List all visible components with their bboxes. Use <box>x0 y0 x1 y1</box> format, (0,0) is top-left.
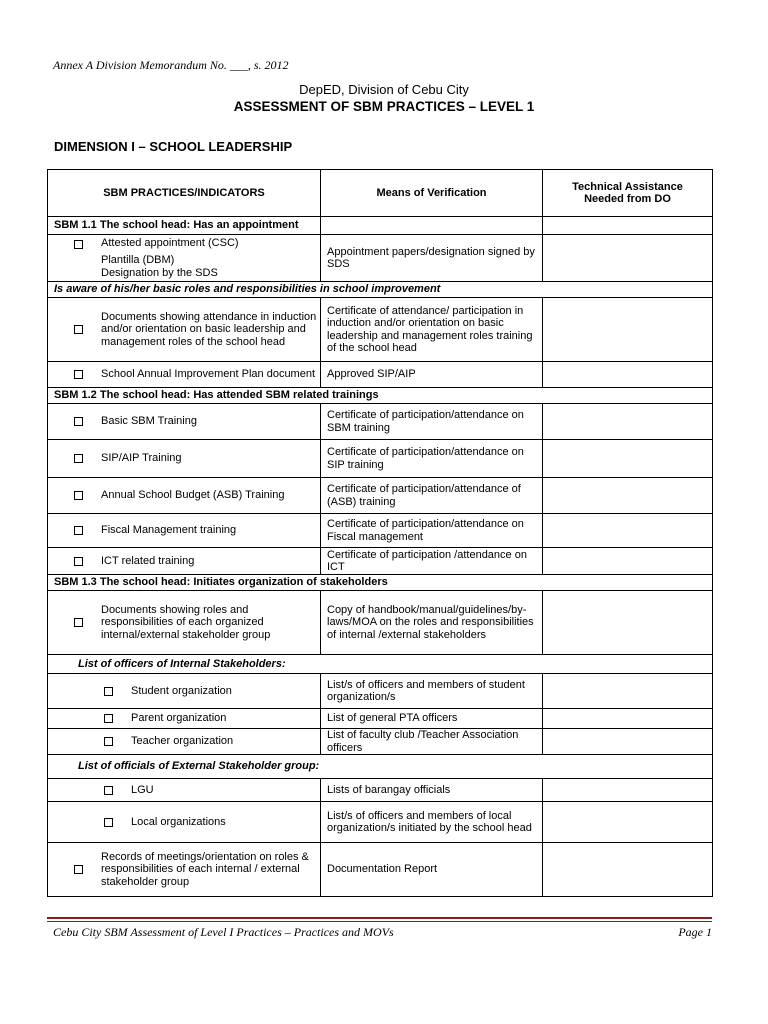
assessment-table <box>47 169 713 897</box>
indicator-text: Records of meetings/orientation on roles & responsibilities of each internal / external stakeholder group <box>101 850 309 888</box>
checkbox[interactable] <box>74 240 83 249</box>
indicator-item <box>48 712 320 725</box>
indicator-text: Plantilla (DBM) <box>101 254 175 267</box>
table-row <box>48 235 713 282</box>
means-of-verification: Certificate of participation /attendance on ICT <box>321 548 543 575</box>
indicator-item <box>48 524 320 537</box>
indicator-item <box>48 237 320 280</box>
indicator-item <box>48 452 320 465</box>
subsection-row <box>48 755 713 779</box>
section-label: SBM 1.1 The school head: Has an appointment <box>48 217 321 235</box>
section-label: SBM 1.2 The school head: Has attended SBM related trainings <box>48 388 713 404</box>
indicator-text: Documents showing roles and responsibilities of each organized internal/external stakeholder group <box>101 603 271 641</box>
technical-assistance-cell <box>543 362 713 388</box>
checkbox[interactable] <box>74 557 83 566</box>
checkbox[interactable] <box>74 370 83 379</box>
indicator-item <box>48 604 320 642</box>
means-of-verification: Certificate of attendance/ participation in induction and/or orientation on basic leadership and management roles training of the school head <box>321 298 543 362</box>
means-of-verification: List of general PTA officers <box>321 709 543 729</box>
table-row <box>48 514 713 548</box>
checkbox[interactable] <box>74 454 83 463</box>
technical-assistance-cell <box>543 235 713 282</box>
indicator-item <box>48 415 320 428</box>
means-of-verification: Certificate of participation/attendance of (ASB) training <box>321 478 543 514</box>
means-of-verification: Appointment papers/designation signed by SDS <box>321 235 543 282</box>
checkbox[interactable] <box>74 526 83 535</box>
technical-assistance-cell <box>543 514 713 548</box>
section-row-sbm-1-3 <box>48 575 713 591</box>
column-header-practices: SBM PRACTICES/INDICATORS <box>48 170 321 217</box>
means-of-verification: Documentation Report <box>321 843 543 897</box>
footer-rule-thin <box>47 921 712 922</box>
column-header-means: Means of Verification <box>321 170 543 217</box>
indicator-item <box>48 851 320 889</box>
indicator-item <box>48 685 320 698</box>
indicator-text: Parent organization <box>131 712 227 725</box>
subsection-label: Is aware of his/her basic roles and responsibilities in school improvement <box>48 282 713 298</box>
subsection-row <box>48 282 713 298</box>
indicator-item <box>48 311 320 349</box>
footer-rule <box>47 917 712 919</box>
technical-assistance-cell <box>543 802 713 843</box>
technical-assistance-cell <box>543 440 713 478</box>
indicator-text: LGU <box>131 783 154 796</box>
checkbox[interactable] <box>104 737 113 746</box>
table-row <box>48 362 713 388</box>
technical-assistance-cell <box>543 709 713 729</box>
table-row <box>48 548 713 575</box>
indicator-text: Basic SBM Training <box>101 415 197 428</box>
indicator-text: SIP/AIP Training <box>101 452 182 465</box>
checkbox[interactable] <box>74 618 83 627</box>
indicator-text: Local organizations <box>131 815 226 828</box>
indicator-text: Attested appointment (CSC) <box>101 236 239 249</box>
ta-header-line1: Technical Assistance <box>572 180 683 193</box>
technical-assistance-cell <box>543 298 713 362</box>
technical-assistance-cell <box>543 478 713 514</box>
table-row <box>48 729 713 755</box>
footer-title: Cebu City SBM Assessment of Level I Practices – Practices and MOVs <box>53 925 394 939</box>
technical-assistance-cell <box>543 548 713 575</box>
indicator-text: ICT related training <box>101 554 195 567</box>
indicator-text: Student organization <box>131 684 232 697</box>
table-row <box>48 843 713 897</box>
indicator-item <box>48 489 320 502</box>
table-row <box>48 478 713 514</box>
means-of-verification: Certificate of participation/attendance on SIP training <box>321 440 543 478</box>
means-of-verification: List/s of officers and members of local organization/s initiated by the school head <box>321 802 543 843</box>
means-of-verification: List/s of officers and members of student organization/s <box>321 674 543 709</box>
technical-assistance-cell <box>543 843 713 897</box>
indicator-text: Fiscal Management training <box>101 524 237 537</box>
section-label: SBM 1.3 The school head: Initiates organization of stakeholders <box>48 575 713 591</box>
column-header-technical-assistance <box>543 170 713 217</box>
indicator-text: Teacher organization <box>131 735 234 748</box>
ta-header-line2: Needed from DO <box>584 193 671 205</box>
indicator-text: Documents showing attendance in induction and/or orientation on basic leadership and management roles of the school head <box>101 310 317 348</box>
means-of-verification: Certificate of participation/attendance on Fiscal management <box>321 514 543 548</box>
section-row-sbm-1-2 <box>48 388 713 404</box>
indicator-item <box>48 368 320 381</box>
means-of-verification: Copy of handbook/manual/guidelines/by-laws/MOA on the roles and responsibilities of internal /external stakeholders <box>321 591 543 655</box>
table-header-row <box>48 170 713 217</box>
checkbox[interactable] <box>74 491 83 500</box>
indicator-text: Designation by the SDS <box>101 266 218 279</box>
table-row <box>48 298 713 362</box>
subsection-label: List of officials of External Stakeholder group: <box>48 755 713 779</box>
checkbox[interactable] <box>104 714 113 723</box>
means-of-verification: Certificate of participation/attendance on SBM training <box>321 404 543 440</box>
table-row <box>48 674 713 709</box>
checkbox[interactable] <box>104 786 113 795</box>
section-row-sbm-1-1 <box>48 217 713 235</box>
table-row <box>48 709 713 729</box>
means-of-verification: List of faculty club /Teacher Association officers <box>321 729 543 755</box>
checkbox[interactable] <box>104 818 113 827</box>
organization-name: DepED, Division of Cebu City <box>299 82 469 97</box>
checkbox[interactable] <box>74 865 83 874</box>
page-number: Page 1 <box>678 925 712 939</box>
means-of-verification: Lists of barangay officials <box>321 779 543 802</box>
indicator-item <box>48 784 320 797</box>
indicator-item <box>48 555 320 568</box>
table-row <box>48 779 713 802</box>
dimension-heading: DIMENSION I – SCHOOL LEADERSHIP <box>54 139 293 154</box>
checkbox[interactable] <box>74 325 83 334</box>
technical-assistance-cell <box>543 674 713 709</box>
technical-assistance-cell <box>543 591 713 655</box>
technical-assistance-cell <box>543 779 713 802</box>
indicator-item <box>48 735 320 748</box>
table-row <box>48 440 713 478</box>
table-row <box>48 404 713 440</box>
document-title: ASSESSMENT OF SBM PRACTICES – LEVEL 1 <box>233 99 535 114</box>
annex-reference: Annex A Division Memorandum No. ___, s. 2012 <box>53 58 289 72</box>
indicator-text: School Annual Improvement Plan document <box>101 368 316 381</box>
technical-assistance-cell <box>543 729 713 755</box>
checkbox[interactable] <box>104 687 113 696</box>
indicator-text: Annual School Budget (ASB) Training <box>101 489 285 502</box>
subsection-label: List of officers of Internal Stakeholders: <box>48 655 713 674</box>
indicator-item <box>48 816 320 829</box>
means-of-verification: Approved SIP/AIP <box>321 362 543 388</box>
table-row <box>48 802 713 843</box>
checkbox[interactable] <box>74 417 83 426</box>
table-row <box>48 591 713 655</box>
technical-assistance-cell <box>543 404 713 440</box>
subsection-row <box>48 655 713 674</box>
